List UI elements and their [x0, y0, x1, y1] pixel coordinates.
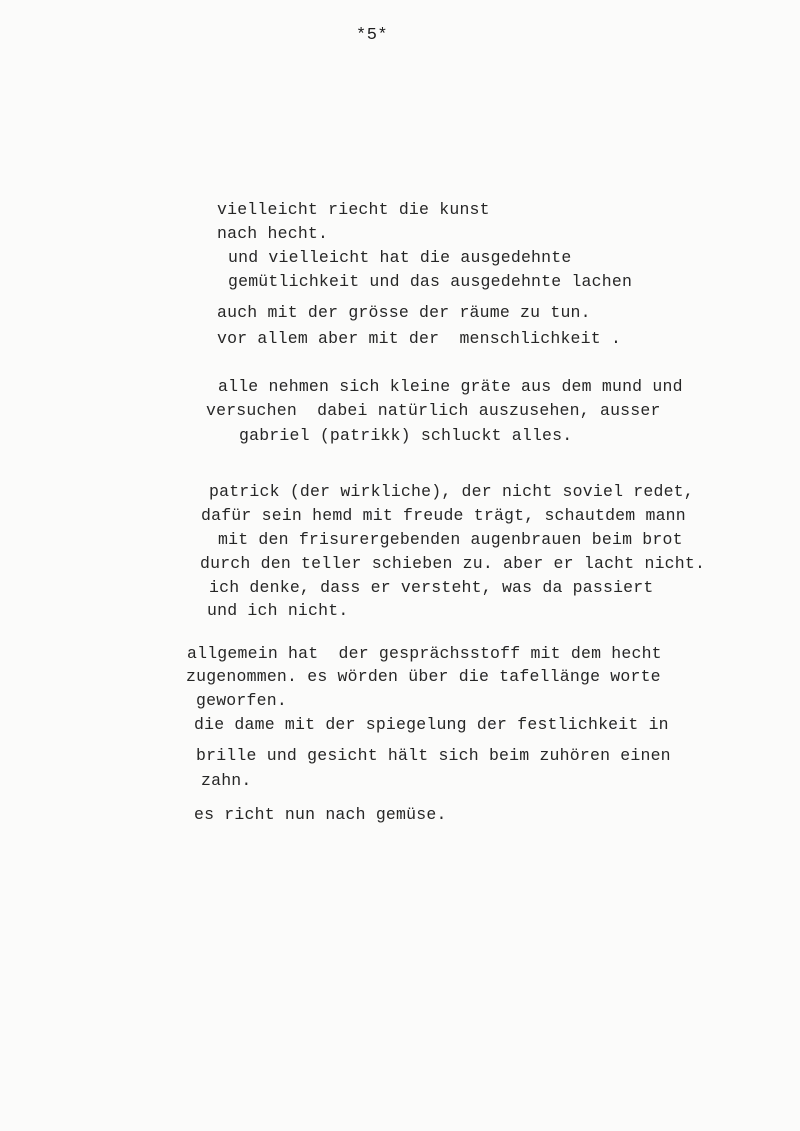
text-line: die dame mit der spiegelung der festlichkeit in — [194, 715, 669, 734]
text-line: vielleicht riecht die kunst — [217, 200, 490, 219]
text-line: vor allem aber mit der menschlichkeit . — [217, 329, 622, 348]
text-line: ich denke, dass er versteht, was da passiert — [209, 578, 654, 597]
text-line: mit den frisurergebenden augenbrauen beim brot — [218, 530, 683, 549]
text-line: nach hecht. — [217, 224, 329, 243]
text-line: und ich nicht. — [207, 601, 349, 620]
text-line: durch den teller schieben zu. aber er lacht nicht. — [200, 554, 706, 573]
text-line: und vielleicht hat die ausgedehnte — [228, 248, 572, 267]
text-line: allgemein hat der gesprächsstoff mit dem hecht — [187, 644, 662, 663]
text-line: es richt nun nach gemüse. — [194, 805, 447, 824]
text-line: zugenommen. es wörden über die tafellänge worte — [186, 667, 661, 686]
page-number: *5* — [356, 26, 389, 45]
text-line: brille und gesicht hält sich beim zuhören einen — [196, 746, 671, 765]
text-line: versuchen dabei natürlich auszusehen, ausser — [206, 401, 661, 420]
text-line: gabriel (patrikk) schluckt alles. — [239, 426, 573, 445]
text-line: geworfen. — [196, 691, 287, 710]
text-line: zahn. — [201, 771, 252, 790]
text-line: gemütlichkeit und das ausgedehnte lachen — [228, 272, 633, 291]
text-line: alle nehmen sich kleine gräte aus dem mund und — [218, 377, 683, 396]
text-line: auch mit der grösse der räume zu tun. — [217, 303, 591, 322]
text-line: dafür sein hemd mit freude trägt, schautdem mann — [201, 506, 686, 525]
text-line: patrick (der wirkliche), der nicht soviel redet, — [209, 482, 694, 501]
